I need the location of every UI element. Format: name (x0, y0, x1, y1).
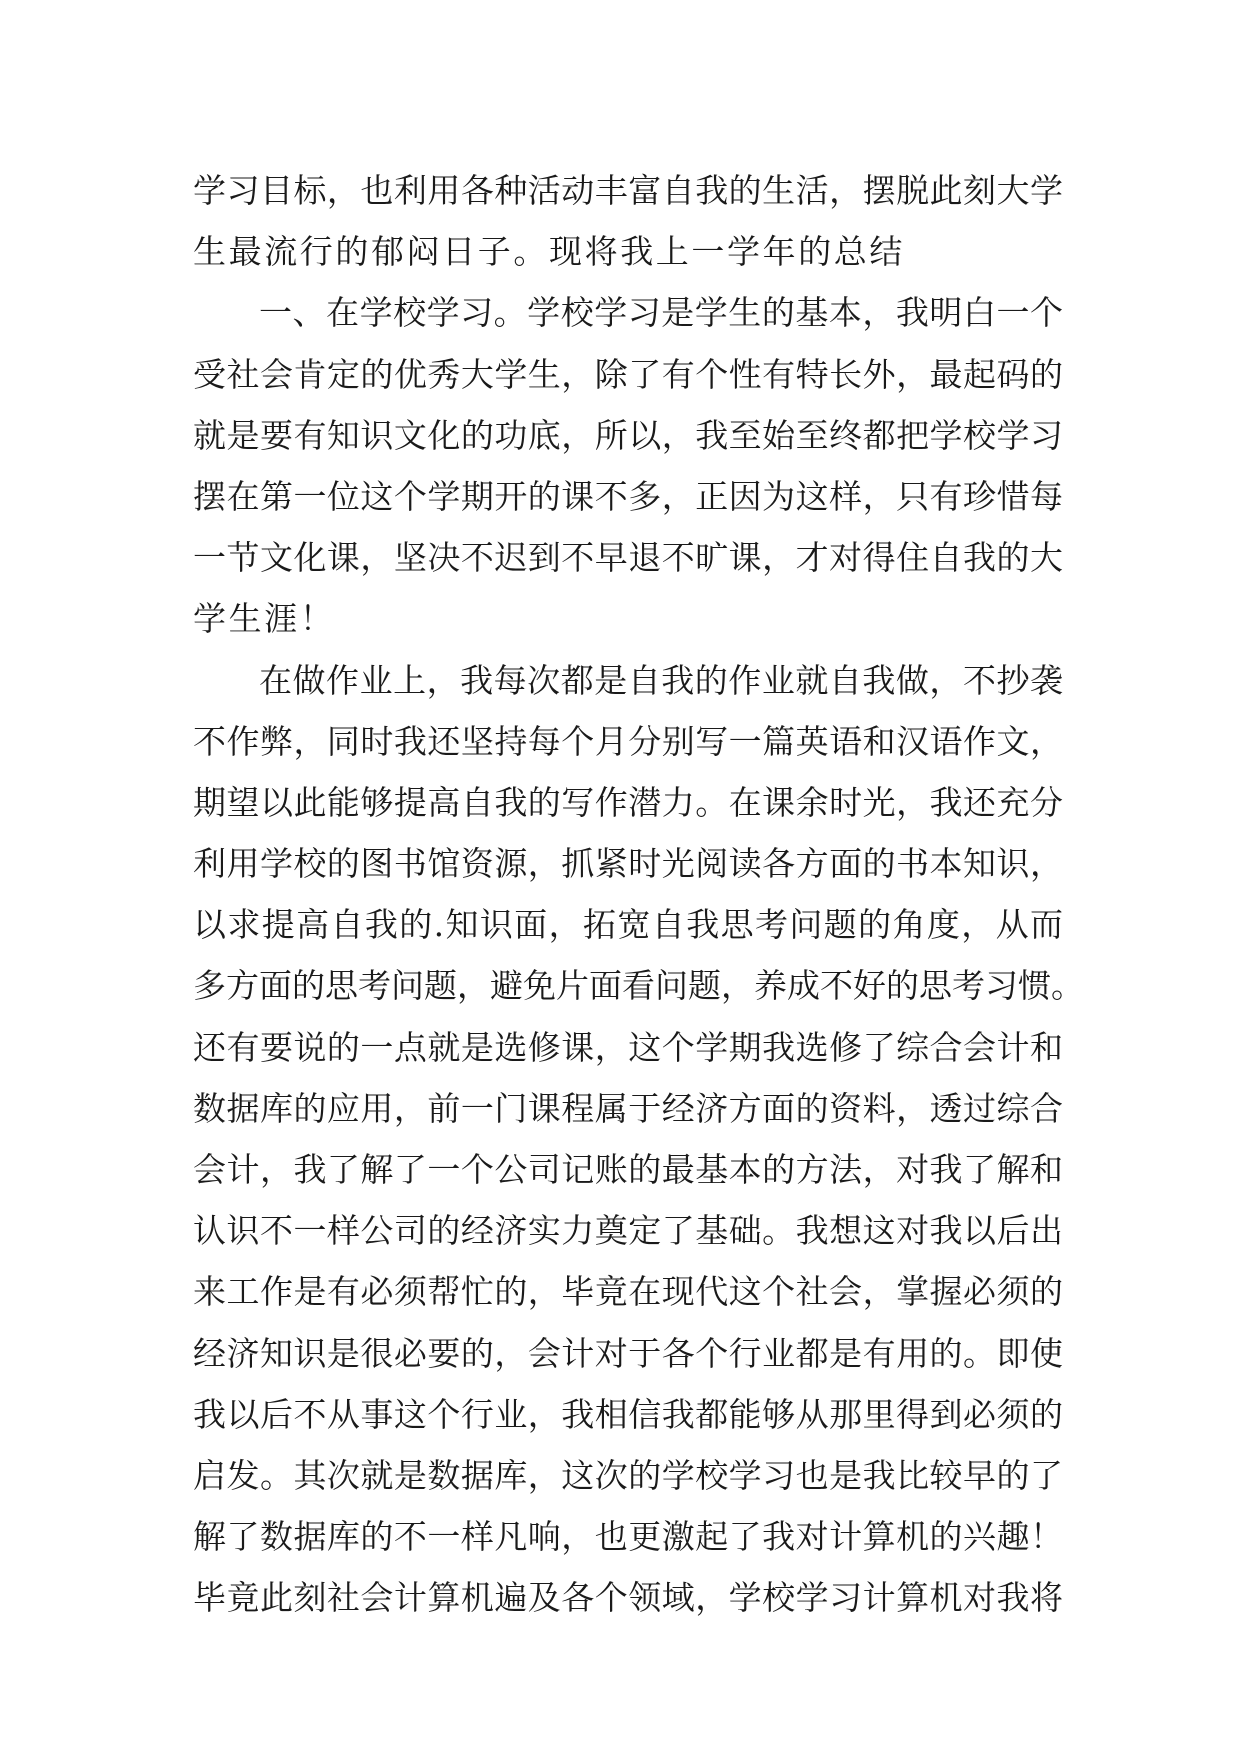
text-line: 认识不一样公司的经济实力奠定了基础。我想这对我以后出 (193, 1211, 1063, 1251)
body-text (193, 160, 1084, 1629)
text-line: 学生涯！ (193, 599, 336, 639)
text-line: 不作弊，同时我还坚持每个月分别写一篇英语和汉语作文， (193, 721, 1063, 761)
text-line: 解了数据库的不一样凡响，也更激起了我对计算机的兴趣！ (193, 1517, 1063, 1557)
text-line: 数据库的应用，前一门课程属于经济方面的资料，透过综合 (193, 1088, 1063, 1128)
text-line: 摆在第一位这个学期开的课不多，正因为这样，只有珍惜每 (193, 476, 1063, 516)
text-line: 我以后不从事这个行业，我相信我都能够从那里得到必须的 (193, 1394, 1063, 1434)
text-line: 利用学校的图书馆资源，抓紧时光阅读各方面的书本知识， (193, 844, 1063, 884)
text-line: 一、在学校学习。学校学习是学生的基本，我明白一个 (259, 293, 1063, 333)
text-line: 就是要有知识文化的功底，所以，我至始至终都把学校学习 (193, 415, 1063, 455)
text-line: 生最流行的郁闷日子。现将我上一学年的总结 (193, 232, 905, 272)
text-line: 期望以此能够提高自我的写作潜力。在课余时光，我还充分 (193, 782, 1063, 822)
text-line: 受社会肯定的优秀大学生，除了有个性有特长外，最起码的 (193, 354, 1063, 394)
text-line: 来工作是有必须帮忙的，毕竟在现代这个社会，掌握必须的 (193, 1272, 1063, 1312)
text-line: 在做作业上，我每次都是自我的作业就自我做，不抄袭 (259, 660, 1063, 700)
text-line: 经济知识是很必要的，会计对于各个行业都是有用的。即使 (193, 1333, 1063, 1373)
text-line: 还有要说的一点就是选修课，这个学期我选修了综合会计和 (193, 1027, 1063, 1067)
text-line: 会计，我了解了一个公司记账的最基本的方法，对我了解和 (193, 1150, 1063, 1189)
text-line: 以求提高自我的.知识面，拓宽自我思考问题的角度，从而 (193, 905, 1063, 945)
text-line: 多方面的思考问题，避免片面看问题，养成不好的思考习惯。 (193, 966, 1084, 1006)
text-line: 启发。其次就是数据库，这次的学校学习也是我比较早的了 (193, 1455, 1063, 1495)
text-line: 一节文化课，坚决不迟到不早退不旷课，才对得住自我的大 (193, 538, 1063, 578)
text-line: 毕竟此刻社会计算机遍及各个领域，学校学习计算机对我将 (193, 1578, 1063, 1618)
text-line: 学习目标，也利用各种活动丰富自我的生活，摆脱此刻大学 (193, 171, 1063, 210)
